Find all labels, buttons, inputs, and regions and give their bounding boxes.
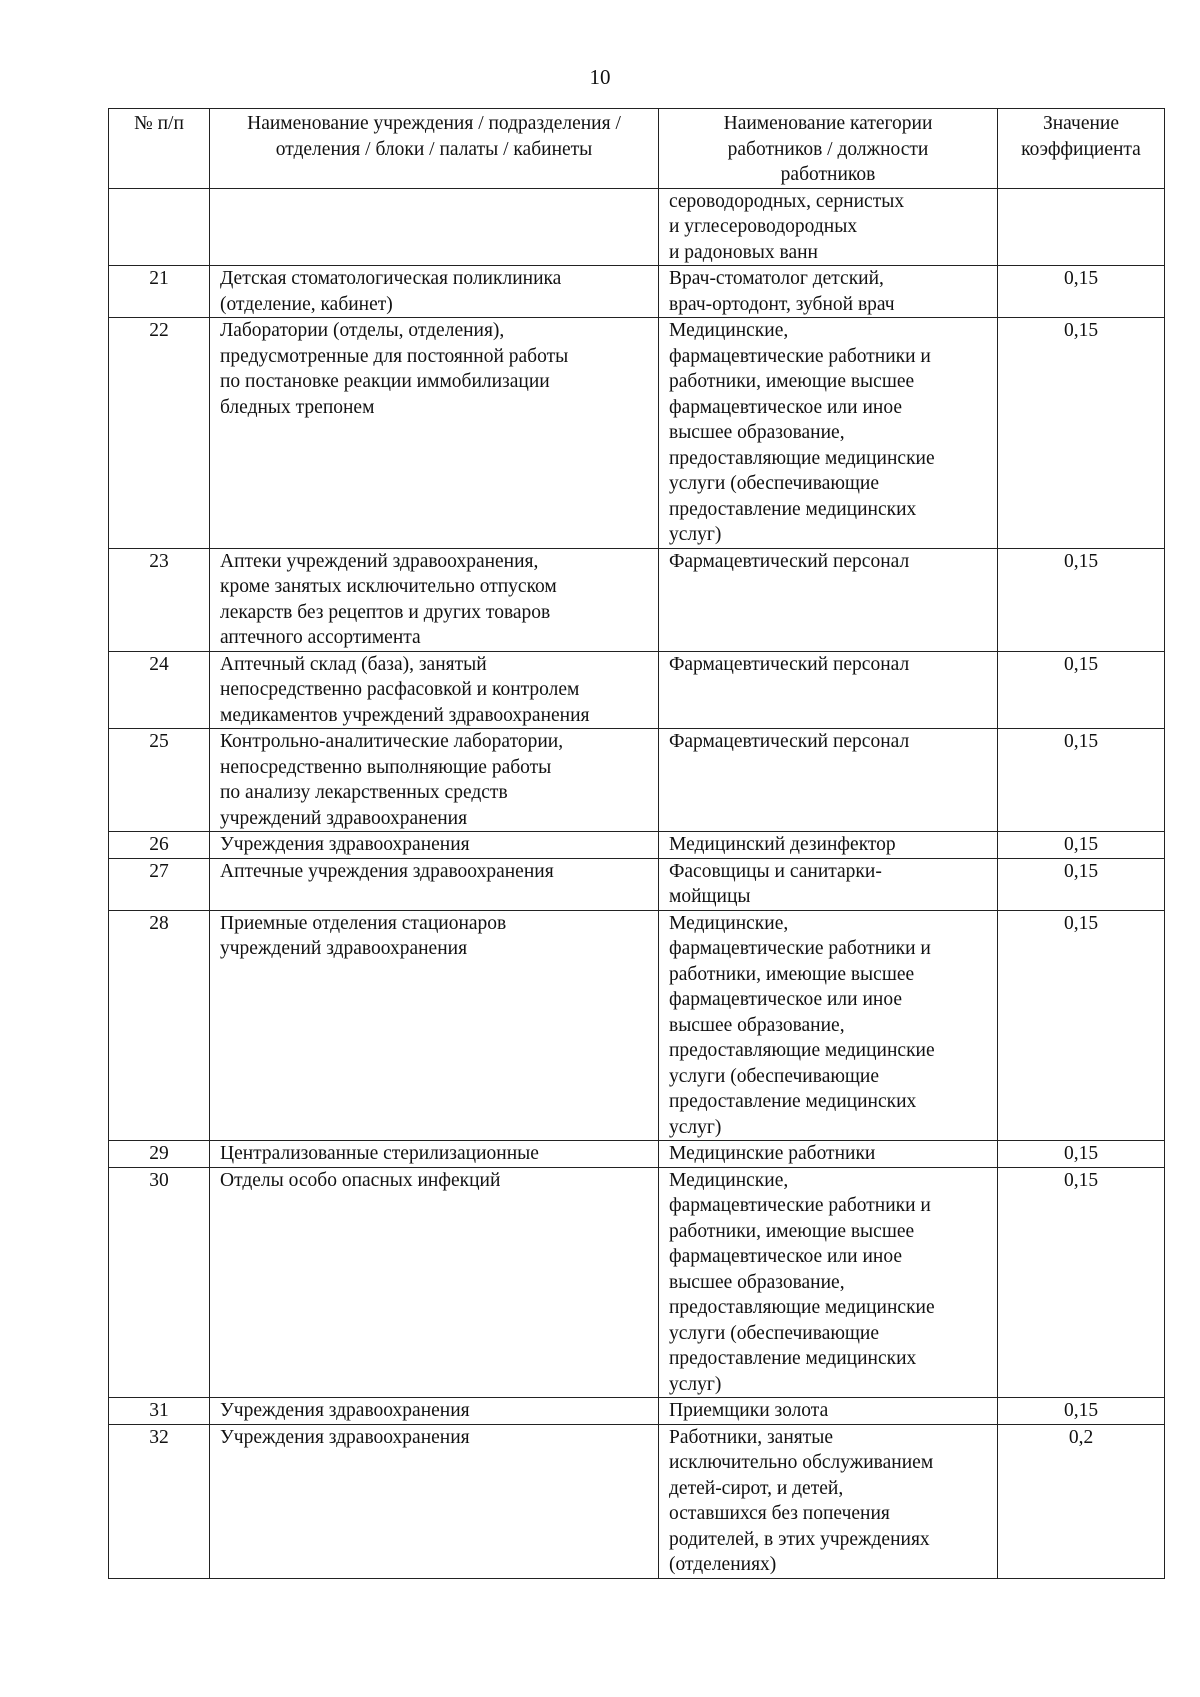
table-row <box>109 1398 1165 1425</box>
row-institution: Детская стоматологическая поликлиника (отделение, кабинет) <box>210 266 659 318</box>
row-number <box>109 188 210 266</box>
row-coefficient: 0,15 <box>998 1167 1165 1398</box>
row-number: 27 <box>109 858 210 910</box>
row-institution: Учреждения здравоохранения <box>210 832 659 859</box>
table-row <box>109 188 1165 266</box>
row-institution: Лаборатории (отделы, отделения), предусмотренные для постоянной работы по постановке реакции иммобилизации бледных трепонем <box>210 318 659 549</box>
table-row <box>109 318 1165 549</box>
row-category: Медицинские, фармацевтические работники и работники, имеющие высшее фармацевтическое или иное высшее образование, предоставляющие медицинские услуги (обеспечивающие предоставление медицинских услуг) <box>659 318 998 549</box>
row-coefficient: 0,15 <box>998 832 1165 859</box>
table-row <box>109 729 1165 832</box>
row-coefficient: 0,15 <box>998 1398 1165 1425</box>
table-header-row <box>109 109 1165 189</box>
row-category: Приемщики золота <box>659 1398 998 1425</box>
row-institution: Учреждения здравоохранения <box>210 1424 659 1578</box>
row-coefficient: 0,15 <box>998 729 1165 832</box>
row-institution: Учреждения здравоохранения <box>210 1398 659 1425</box>
row-coefficient: 0,2 <box>998 1424 1165 1578</box>
table-row <box>109 858 1165 910</box>
table-row <box>109 266 1165 318</box>
row-number: 23 <box>109 548 210 651</box>
row-number: 30 <box>109 1167 210 1398</box>
row-coefficient: 0,15 <box>998 318 1165 549</box>
row-category: Врач-стоматолог детский, врач-ортодонт, зубной врач <box>659 266 998 318</box>
row-institution: Аптечные учреждения здравоохранения <box>210 858 659 910</box>
row-coefficient: 0,15 <box>998 1141 1165 1168</box>
row-number: 25 <box>109 729 210 832</box>
row-coefficient: 0,15 <box>998 266 1165 318</box>
page-number: 10 <box>589 65 611 89</box>
header-institution: Наименование учреждения / подразделения / отделения / блоки / палаты / кабинеты <box>210 109 659 189</box>
header-category: Наименование категории работников / должности работников <box>659 109 998 189</box>
row-institution <box>210 188 659 266</box>
row-number: 22 <box>109 318 210 549</box>
row-number: 29 <box>109 1141 210 1168</box>
row-number: 32 <box>109 1424 210 1578</box>
row-coefficient: 0,15 <box>998 651 1165 729</box>
row-institution: Аптечный склад (база), занятый непосредственно расфасовкой и контролем медикаментов учреждений здравоохранения <box>210 651 659 729</box>
table-row <box>109 1424 1165 1578</box>
row-institution: Контрольно-аналитические лаборатории, непосредственно выполняющие работы по анализу лекарственных средств учреждений здравоохранения <box>210 729 659 832</box>
row-number: 31 <box>109 1398 210 1425</box>
row-coefficient: 0,15 <box>998 910 1165 1141</box>
row-category: Медицинские, фармацевтические работники и работники, имеющие высшее фармацевтическое или иное высшее образование, предоставляющие медицинские услуги (обеспечивающие предоставление медицинских услуг) <box>659 910 998 1141</box>
table-row <box>109 548 1165 651</box>
table-row <box>109 832 1165 859</box>
table-row <box>109 1141 1165 1168</box>
row-coefficient <box>998 188 1165 266</box>
row-institution: Приемные отделения стационаров учреждений здравоохранения <box>210 910 659 1141</box>
table-row <box>109 910 1165 1141</box>
row-category: Фармацевтический персонал <box>659 729 998 832</box>
row-institution: Отделы особо опасных инфекций <box>210 1167 659 1398</box>
row-number: 21 <box>109 266 210 318</box>
row-coefficient: 0,15 <box>998 548 1165 651</box>
row-number: 24 <box>109 651 210 729</box>
row-number: 28 <box>109 910 210 1141</box>
table-row <box>109 651 1165 729</box>
row-category: Фасовщицы и санитарки- мойщицы <box>659 858 998 910</box>
row-category: Медицинские, фармацевтические работники и работники, имеющие высшее фармацевтическое или иное высшее образование, предоставляющие медицинские услуги (обеспечивающие предоставление медицинских услуг) <box>659 1167 998 1398</box>
row-institution: Централизованные стерилизационные <box>210 1141 659 1168</box>
row-category: Фармацевтический персонал <box>659 548 998 651</box>
row-category: Фармацевтический персонал <box>659 651 998 729</box>
row-number: 26 <box>109 832 210 859</box>
coefficient-table <box>108 108 1165 1579</box>
header-coefficient: Значение коэффициента <box>998 109 1165 189</box>
row-category: Работники, занятые исключительно обслуживанием детей-сирот, и детей, оставшихся без попечения родителей, в этих учреждениях (отделениях) <box>659 1424 998 1578</box>
row-category: Медицинский дезинфектор <box>659 832 998 859</box>
table-row <box>109 1167 1165 1398</box>
row-institution: Аптеки учреждений здравоохранения, кроме занятых исключительно отпуском лекарств без рецептов и других товаров аптечного ассортимента <box>210 548 659 651</box>
header-number: № п/п <box>109 109 210 189</box>
row-category: Медицинские работники <box>659 1141 998 1168</box>
row-coefficient: 0,15 <box>998 858 1165 910</box>
row-category: сероводородных, сернистых и углесероводородных и радоновых ванн <box>659 188 998 266</box>
